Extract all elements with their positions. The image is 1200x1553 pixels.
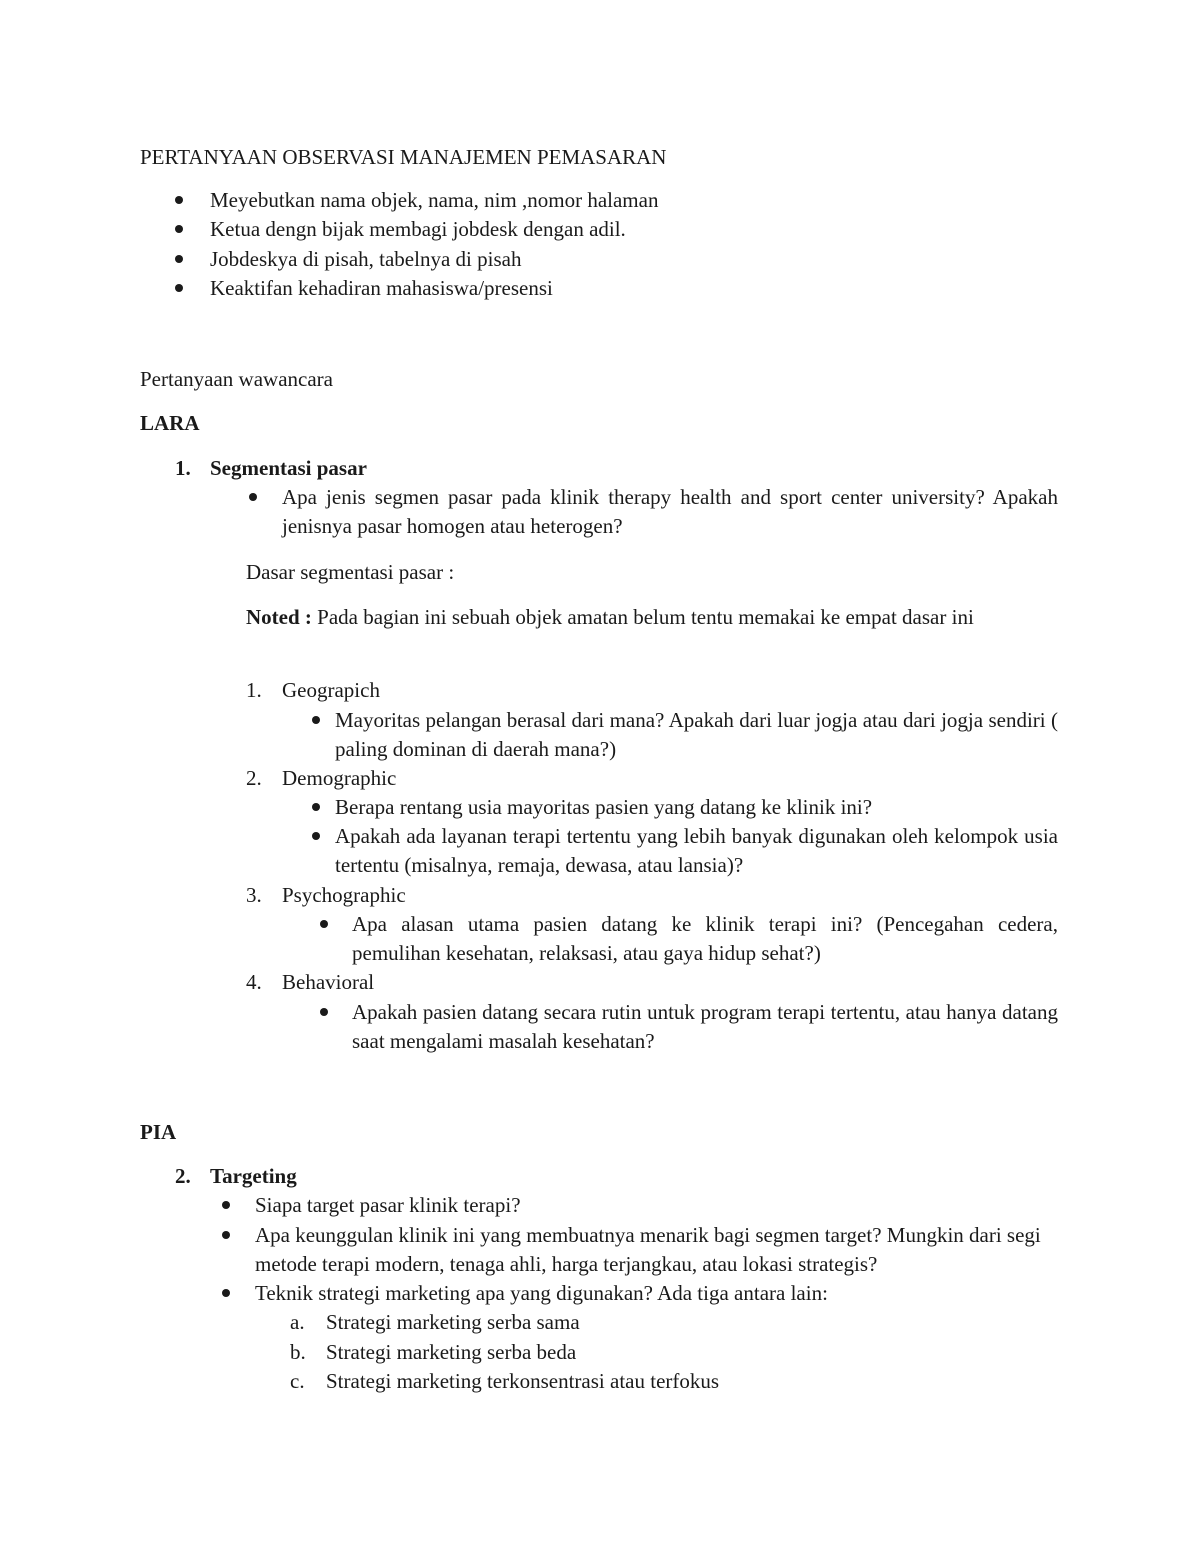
- bullet-icon: [175, 284, 183, 292]
- list-item: Teknik strategi marketing apa yang digunakan? Ada tiga antara lain:: [255, 1281, 828, 1305]
- bullet-icon: [312, 832, 320, 840]
- bullet-icon: [249, 493, 257, 501]
- strategy-letter: c.: [290, 1369, 305, 1393]
- bullet-icon: [175, 196, 183, 204]
- document-title: PERTANYAAN OBSERVASI MANAJEMEN PEMASARAN: [140, 145, 667, 169]
- intro-question: Apa jenis segmen pasar pada klinik therapy health and sport center university? Apakah jenisnya pasar homogen atau heterogen?: [282, 485, 1058, 538]
- section-title-segmentasi: Segmentasi pasar: [210, 456, 367, 480]
- strategy-item: Strategi marketing terkonsentrasi atau terfokus: [326, 1369, 720, 1393]
- note-label: Noted :: [246, 605, 312, 629]
- note-paragraph: [246, 603, 1058, 632]
- list-item: Apakah ada layanan terapi tertentu yang lebih banyak digunakan oleh kelompok usia tertentu (misalnya, remaja, dewasa, atau lansia)?: [335, 824, 1058, 877]
- basis-number: 2.: [246, 766, 262, 790]
- section-owner-pia: PIA: [140, 1120, 177, 1144]
- strategy-item: Strategi marketing serba beda: [326, 1340, 577, 1364]
- basis-behavioral: Behavioral: [282, 970, 375, 994]
- list-item: Meyebutkan nama objek, nama, nim ,nomor halaman: [210, 188, 659, 212]
- bullet-icon: [175, 255, 183, 263]
- section-title-targeting: Targeting: [210, 1164, 297, 1188]
- interview-heading: Pertanyaan wawancara: [140, 367, 333, 391]
- bullet-icon: [312, 803, 320, 811]
- bullet-icon: [175, 225, 183, 233]
- strategy-letter: b.: [290, 1340, 306, 1364]
- section-owner-lara: LARA: [140, 411, 200, 435]
- basis-label: Dasar segmentasi pasar :: [246, 560, 455, 584]
- bullet-icon: [320, 1008, 328, 1016]
- basis-number: 4.: [246, 970, 262, 994]
- section-number: 2.: [175, 1164, 191, 1188]
- list-item: Jobdeskya di pisah, tabelnya di pisah: [210, 247, 522, 271]
- basis-number: 1.: [246, 678, 262, 702]
- basis-demographic: Demographic: [282, 766, 397, 790]
- list-item: Ketua dengn bijak membagi jobdesk dengan adil.: [210, 217, 626, 241]
- section-number: 1.: [175, 456, 191, 480]
- bullet-icon: [222, 1289, 230, 1297]
- bullet-icon: [222, 1231, 230, 1239]
- note-text: Pada bagian ini sebuah objek amatan belum tentu memakai ke empat dasar ini: [311, 605, 974, 629]
- basis-geographic: Geograpich: [282, 678, 380, 702]
- basis-psychographic: Psychographic: [282, 883, 406, 907]
- bullet-icon: [320, 920, 328, 928]
- list-item: Mayoritas pelangan berasal dari mana? Apakah dari luar jogja atau dari jogja sendiri ( paling dominan di daerah mana?): [335, 708, 1058, 761]
- strategy-item: Strategi marketing serba sama: [326, 1310, 580, 1334]
- basis-number: 3.: [246, 883, 262, 907]
- list-item: Berapa rentang usia mayoritas pasien yang datang ke klinik ini?: [335, 795, 873, 819]
- list-item: Apakah pasien datang secara rutin untuk program terapi tertentu, atau hanya datang saat mengalami masalah kesehatan?: [352, 1000, 1058, 1053]
- list-item: Keaktifan kehadiran mahasiswa/presensi: [210, 276, 553, 300]
- list-item: Apa alasan utama pasien datang ke klinik terapi ini? (Pencegahan cedera, pemulihan kesehatan, relaksasi, atau gaya hidup sehat?): [352, 912, 1058, 965]
- list-item: Siapa target pasar klinik terapi?: [255, 1193, 521, 1217]
- strategy-letter: a.: [290, 1310, 305, 1334]
- list-item: Apa keunggulan klinik ini yang membuatnya menarik bagi segmen target? Mungkin dari segi metode terapi modern, tenaga ahli, harga terjangkau, atau lokasi strategis?: [255, 1223, 1041, 1276]
- bullet-icon: [312, 716, 320, 724]
- bullet-icon: [222, 1201, 230, 1209]
